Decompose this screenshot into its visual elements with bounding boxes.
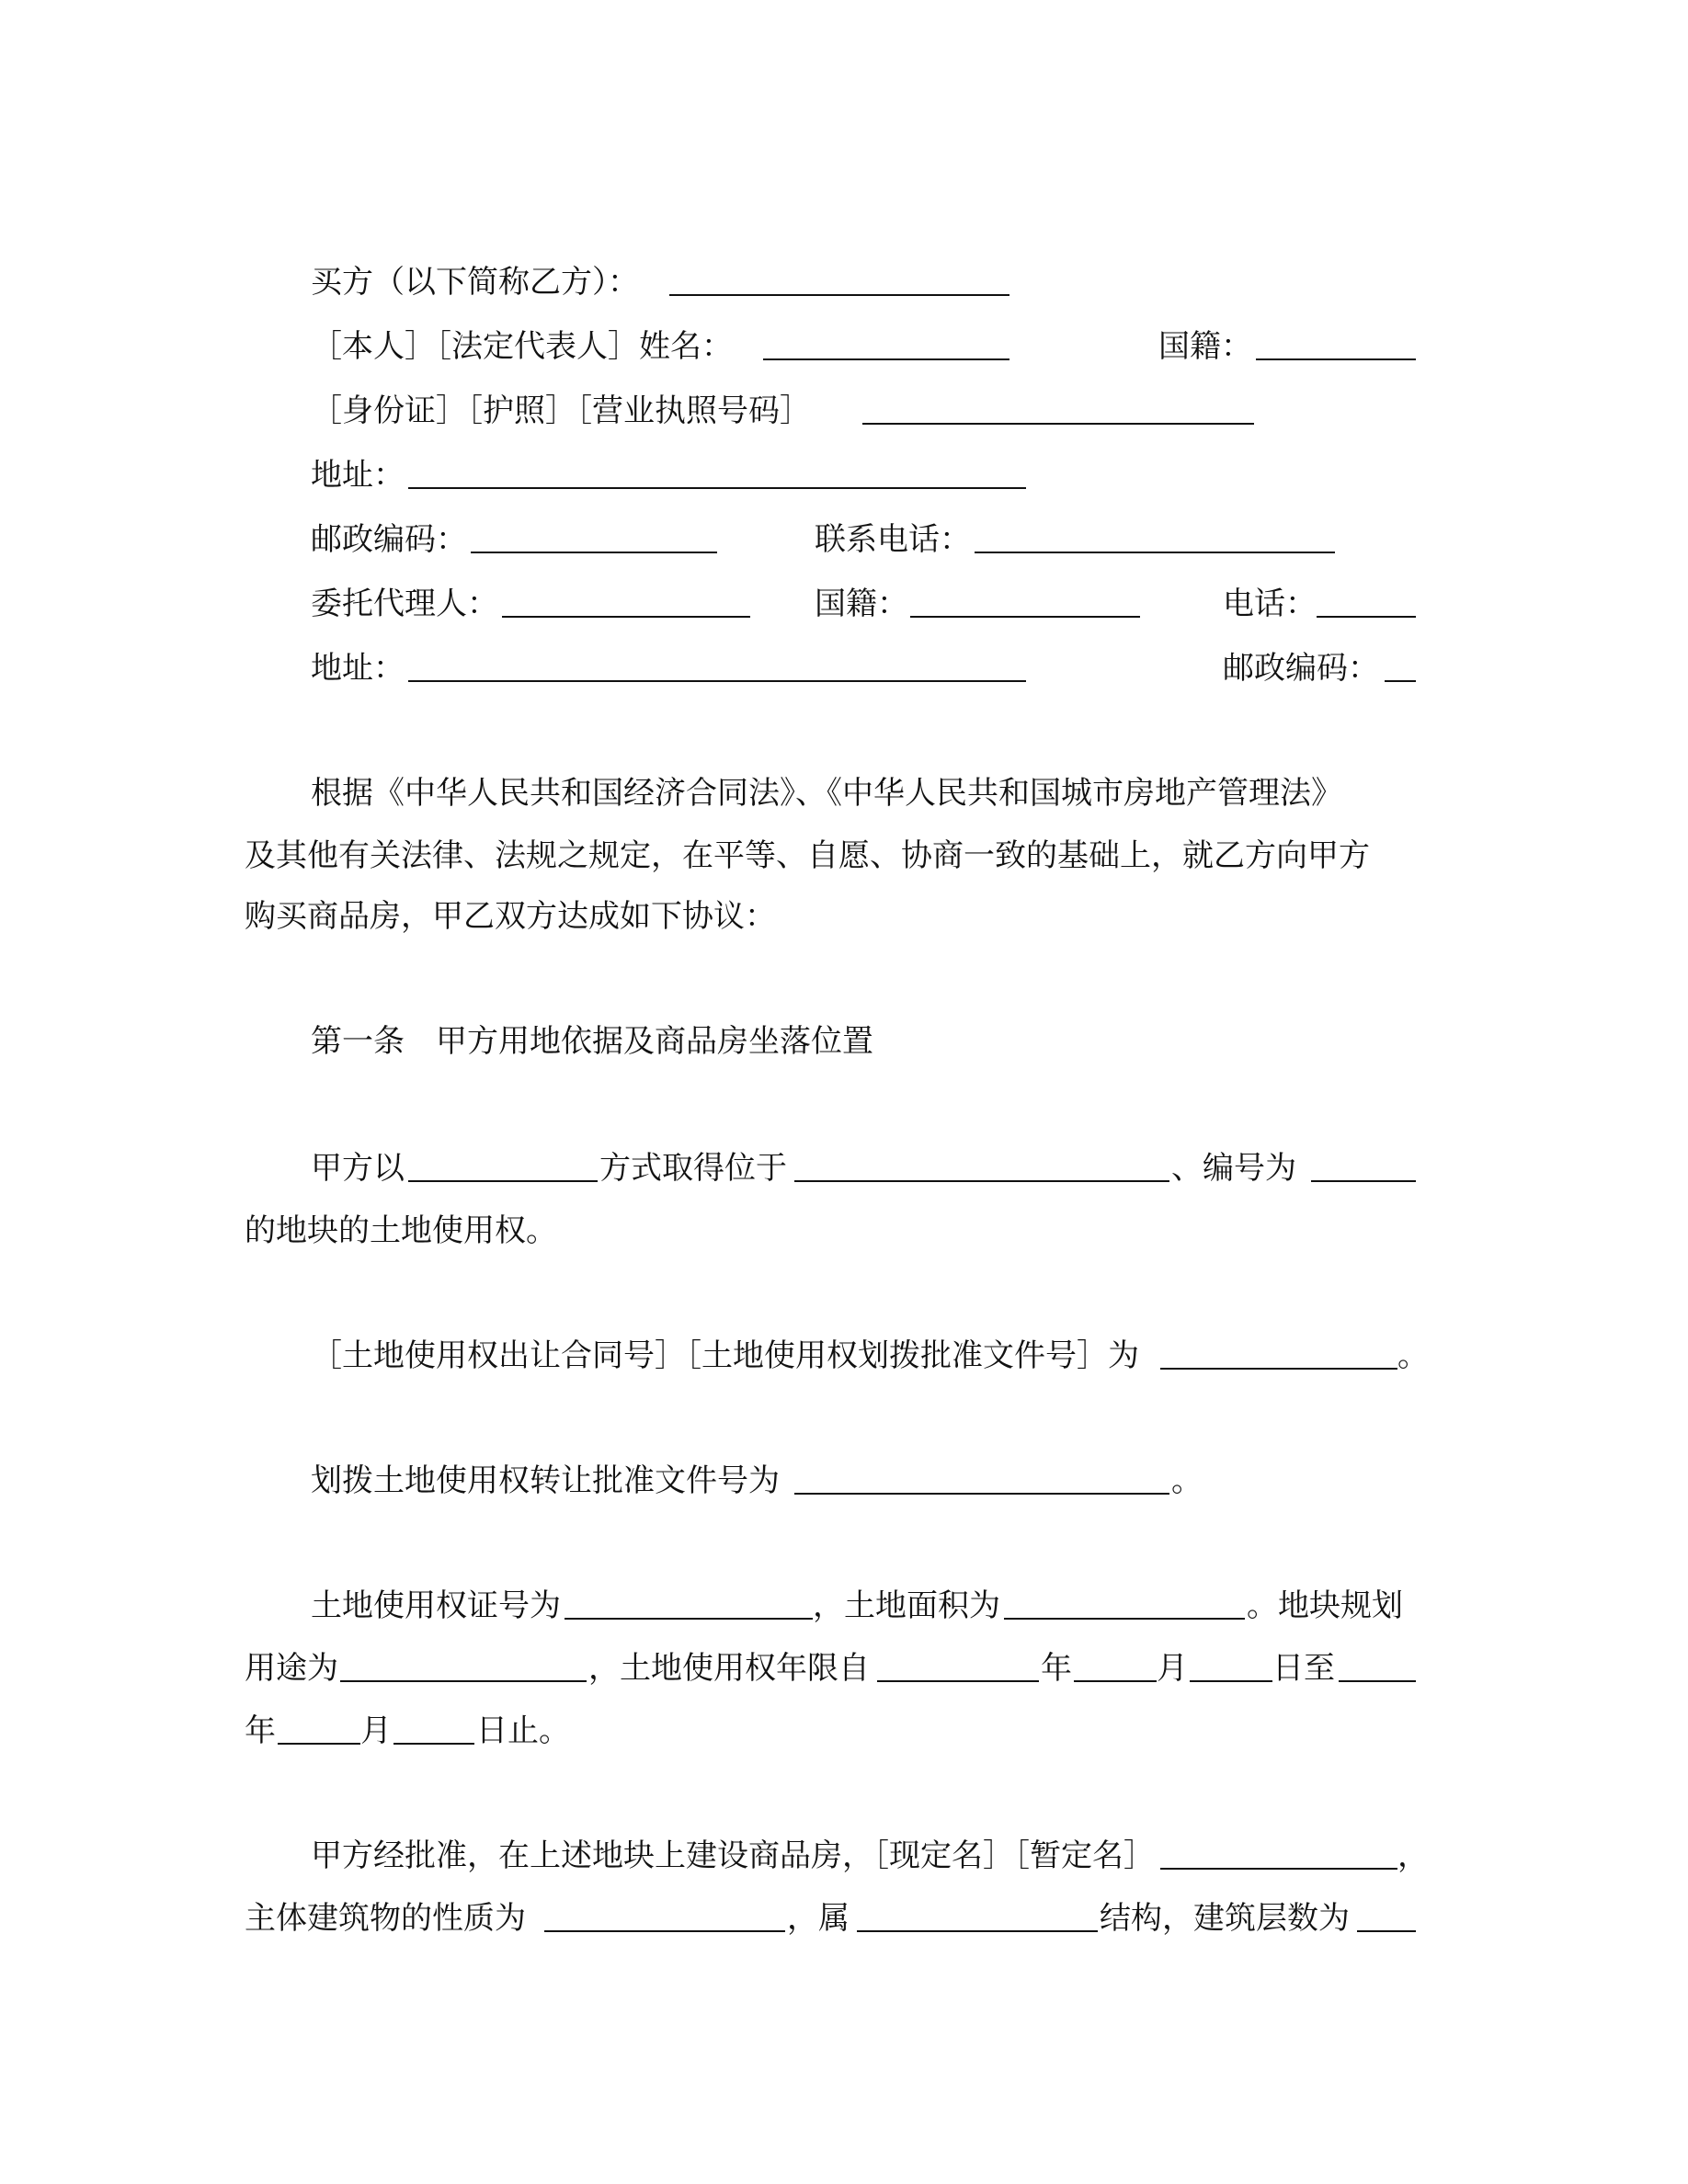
buyer-title: 买方（以下简称乙方）： xyxy=(311,264,639,301)
agent-phone-blank[interactable] xyxy=(1317,616,1416,618)
floor-count-blank[interactable] xyxy=(1357,1930,1416,1932)
contract-no-text: ［土地使用权出让合同号］［土地使用权划拨批准文件号］为 xyxy=(311,1337,1139,1374)
agent-address-label: 地址： xyxy=(311,650,405,687)
land-text-c: 、编号为 xyxy=(1171,1150,1296,1187)
agent-address-line xyxy=(0,645,1688,691)
id-doc-blank[interactable] xyxy=(862,423,1254,425)
build-text-c: ，属 xyxy=(787,1900,850,1937)
cert-no-blank[interactable] xyxy=(565,1618,813,1620)
phone-blank[interactable] xyxy=(975,552,1335,553)
transfer-no-blank[interactable] xyxy=(794,1493,1169,1495)
term-end-month-blank[interactable] xyxy=(278,1743,360,1745)
article1-heading-line xyxy=(0,1018,1688,1064)
land-text-d: 的地块的土地使用权。 xyxy=(245,1212,557,1249)
cert-text-c: 。地块规划 xyxy=(1247,1587,1403,1624)
preamble-line-3 xyxy=(0,893,1688,939)
cert-line-1 xyxy=(0,1583,1688,1629)
land-location-blank[interactable] xyxy=(794,1180,1169,1182)
build-line-1 xyxy=(0,1833,1688,1879)
buyer-postal-line xyxy=(0,517,1688,563)
cert-text-e: ，土地使用权年限自 xyxy=(588,1650,870,1687)
preamble-text-1: 根据《中华人民共和国经济合同法》、《中华人民共和国城市房地产管理法》 xyxy=(311,775,1342,812)
contract-no-end: 。 xyxy=(1397,1337,1429,1374)
land-area-blank[interactable] xyxy=(1004,1618,1245,1620)
postal-code-label: 邮政编码： xyxy=(311,521,467,558)
day-end-label: 日止。 xyxy=(476,1712,570,1749)
land-use-blank[interactable] xyxy=(340,1680,587,1682)
term-start-year-blank[interactable] xyxy=(877,1680,1039,1682)
identity-name-blank[interactable] xyxy=(763,358,1009,360)
contract-no-blank[interactable] xyxy=(1160,1368,1397,1370)
agent-postal-blank[interactable] xyxy=(1385,680,1416,682)
agent-postal-label: 邮政编码： xyxy=(1223,650,1379,687)
buyer-identity-line xyxy=(0,324,1688,370)
nationality-label: 国籍： xyxy=(1158,328,1252,365)
agent-blank[interactable] xyxy=(502,616,750,618)
build-text-b: 主体建筑物的性质为 xyxy=(245,1900,526,1937)
year-label-2: 年 xyxy=(245,1712,276,1749)
preamble-text-3: 购买商品房，甲乙双方达成如下协议： xyxy=(245,898,776,935)
year-label-1: 年 xyxy=(1041,1650,1072,1687)
phone-label: 联系电话： xyxy=(815,521,971,558)
cert-text-d: 用途为 xyxy=(245,1650,338,1687)
article1-heading: 第一条 甲方用地依据及商品房坐落位置 xyxy=(311,1023,873,1060)
term-start-month-blank[interactable] xyxy=(1074,1680,1157,1682)
buyer-id-line xyxy=(0,388,1688,434)
preamble-line-1 xyxy=(0,770,1688,816)
cert-line-3 xyxy=(0,1708,1688,1754)
id-doc-label: ［身份证］［护照］［营业执照号码］ xyxy=(311,392,811,429)
term-start-day-blank[interactable] xyxy=(1190,1680,1272,1682)
identity-label: ［本人］［法定代表人］姓名： xyxy=(311,328,733,365)
land-number-blank[interactable] xyxy=(1311,1180,1416,1182)
month-label-2: 月 xyxy=(360,1712,392,1749)
agent-nationality-label: 国籍： xyxy=(815,586,908,622)
agent-phone-label: 电话： xyxy=(1223,586,1317,622)
build-comma: ， xyxy=(1397,1837,1429,1874)
building-name-blank[interactable] xyxy=(1160,1868,1397,1870)
cert-line-2 xyxy=(0,1645,1688,1691)
month-label-1: 月 xyxy=(1157,1650,1188,1687)
address-label: 地址： xyxy=(311,457,405,494)
land-text-a: 甲方以 xyxy=(311,1150,405,1187)
buyer-title-line xyxy=(0,259,1688,305)
address-blank[interactable] xyxy=(408,487,1026,489)
contract-no-line xyxy=(0,1333,1688,1379)
buyer-address-line xyxy=(0,452,1688,498)
build-text-d: 结构，建筑层数为 xyxy=(1100,1900,1350,1937)
term-end-year-blank-a[interactable] xyxy=(1339,1680,1416,1682)
term-end-day-blank[interactable] xyxy=(393,1743,474,1745)
cert-text-a: 土地使用权证号为 xyxy=(311,1587,561,1624)
buyer-name-blank[interactable] xyxy=(669,294,1009,296)
structure-type-blank[interactable] xyxy=(857,1930,1098,1932)
land-line-1 xyxy=(0,1145,1688,1191)
agent-address-blank[interactable] xyxy=(408,680,1026,682)
transfer-text: 划拨土地使用权转让批准文件号为 xyxy=(311,1462,780,1499)
nationality-blank[interactable] xyxy=(1256,358,1416,360)
cert-text-b: ，土地面积为 xyxy=(813,1587,1000,1624)
transfer-line xyxy=(0,1458,1688,1504)
agent-line xyxy=(0,581,1688,627)
build-line-2 xyxy=(0,1895,1688,1941)
building-nature-blank[interactable] xyxy=(544,1930,785,1932)
postal-code-blank[interactable] xyxy=(471,552,717,553)
acquire-method-blank[interactable] xyxy=(408,1180,598,1182)
land-text-b: 方式取得位于 xyxy=(599,1150,787,1187)
build-text-a: 甲方经批准，在上述地块上建设商品房，［现定名］［暂定名］ xyxy=(311,1837,1155,1874)
agent-nationality-blank[interactable] xyxy=(910,616,1140,618)
transfer-end: 。 xyxy=(1171,1462,1203,1499)
preamble-text-2: 及其他有关法律、法规之规定，在平等、自愿、协商一致的基础上，就乙方向甲方 xyxy=(245,837,1370,874)
preamble-line-2 xyxy=(0,833,1688,879)
agent-label: 委托代理人： xyxy=(311,586,498,622)
land-line-2 xyxy=(0,1208,1688,1254)
day-to-label: 日至 xyxy=(1272,1650,1335,1687)
